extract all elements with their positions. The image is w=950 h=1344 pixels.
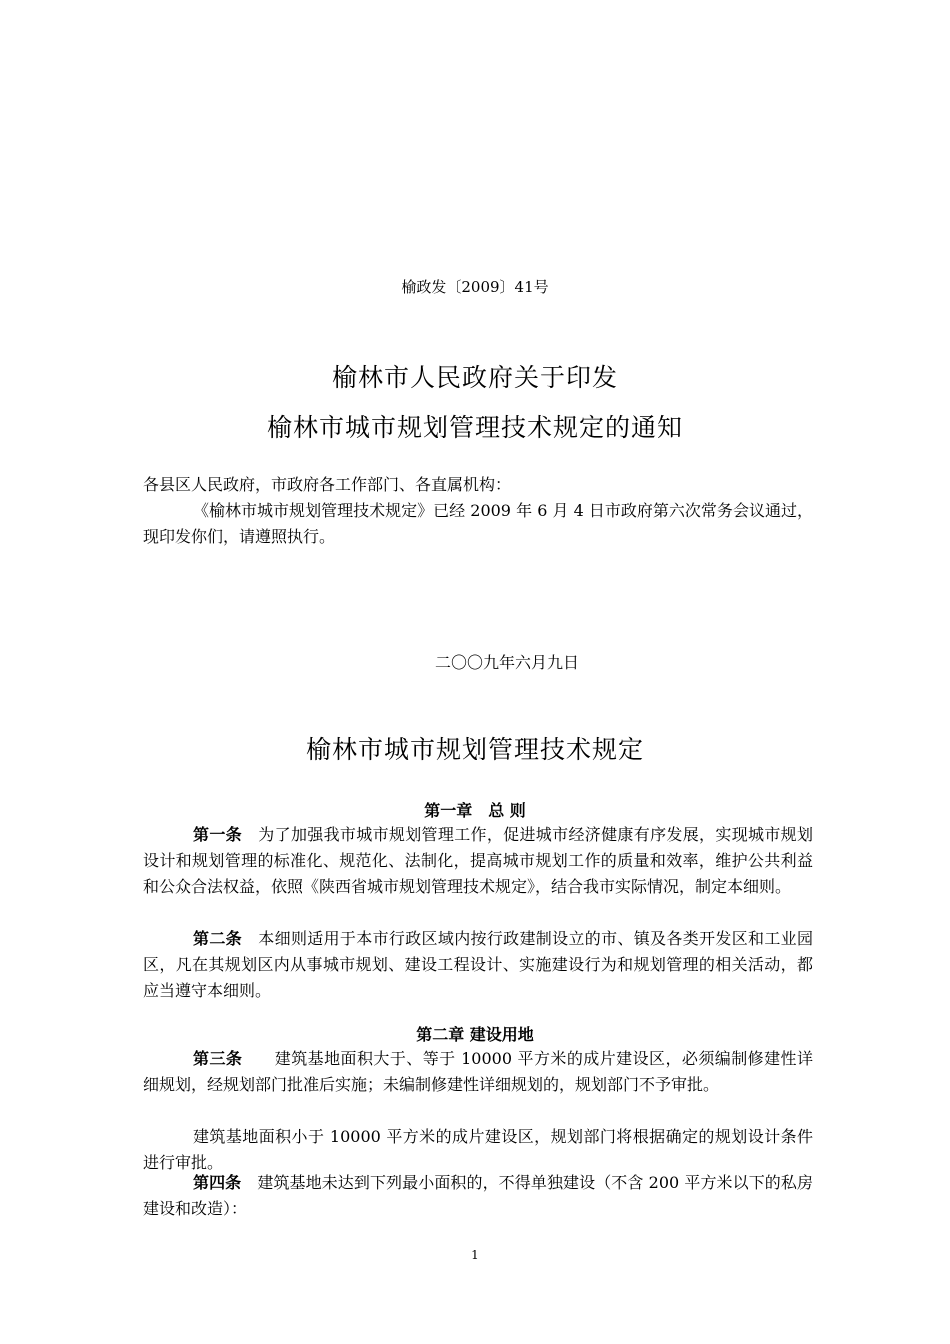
notice-title-line2: 榆林市城市规划管理技术规定的通知 [266,413,683,442]
notice-body: 《榆林市城市规划管理技术规定》已经 2009 年 6 月 4 日市政府第六次常务会议通过，现印发你们，请遵照执行。 [143,501,813,546]
article4-lead: 第四条 [193,1173,242,1192]
article2-lead: 第二条 [193,929,242,948]
article4-text: 建筑基地未达到下列最小面积的，不得单独建设（不含 200 平方米以下的私房建设和改造）： [143,1173,813,1218]
article1 [143,822,813,900]
article1-text: 为了加强我市城市规划管理工作，促进城市经济健康有序发展，实现城市规划设计和规划管理的标准化、规范化、法制化，提高城市规划工作的质量和效率，维护公共利益和公众合法权益，依照《陕西省城市规划管理技术规定》，结合我市实际情况，制定本细则。 [143,825,813,896]
regulation-title: 榆林市城市规划管理技术规定 [305,735,644,764]
notice-title-line1: 榆林市人民政府关于印发 [331,363,618,392]
article1-lead: 第一条 [193,825,242,844]
issue-date: 二〇〇九年六月九日 [435,653,580,672]
addressee: 各县区人民政府，市政府各工作部门、各直属机构： [143,475,512,494]
article4 [143,1170,813,1222]
chapter1-heading: 第一章 总 则 [424,801,526,820]
chapter2-heading: 第二章 建设用地 [416,1025,534,1044]
article3 [143,1046,813,1098]
page-number: 1 [471,1248,479,1262]
document-number: 榆政发〔2009〕41号 [401,278,549,296]
article3-lead: 第三条 [193,1049,243,1068]
article3-text: 建筑基地面积大于、等于 10000 平方米的成片建设区，必须编制修建性详细规划，经规划部门批准后实施；未编制修建性详细规划的，规划部门不予审批。 [143,1049,813,1094]
article3-paragraph2: 建筑基地面积小于 10000 平方米的成片建设区，规划部门将根据确定的规划设计条件进行审批。 [143,1127,813,1172]
article2-text: 本细则适用于本市行政区域内按行政建制设立的市、镇及各类开发区和工业园区，凡在其规划区内从事城市规划、建设工程设计、实施建设行为和规划管理的相关活动，都应当遵守本细则。 [143,929,813,1000]
article2 [143,926,813,1004]
